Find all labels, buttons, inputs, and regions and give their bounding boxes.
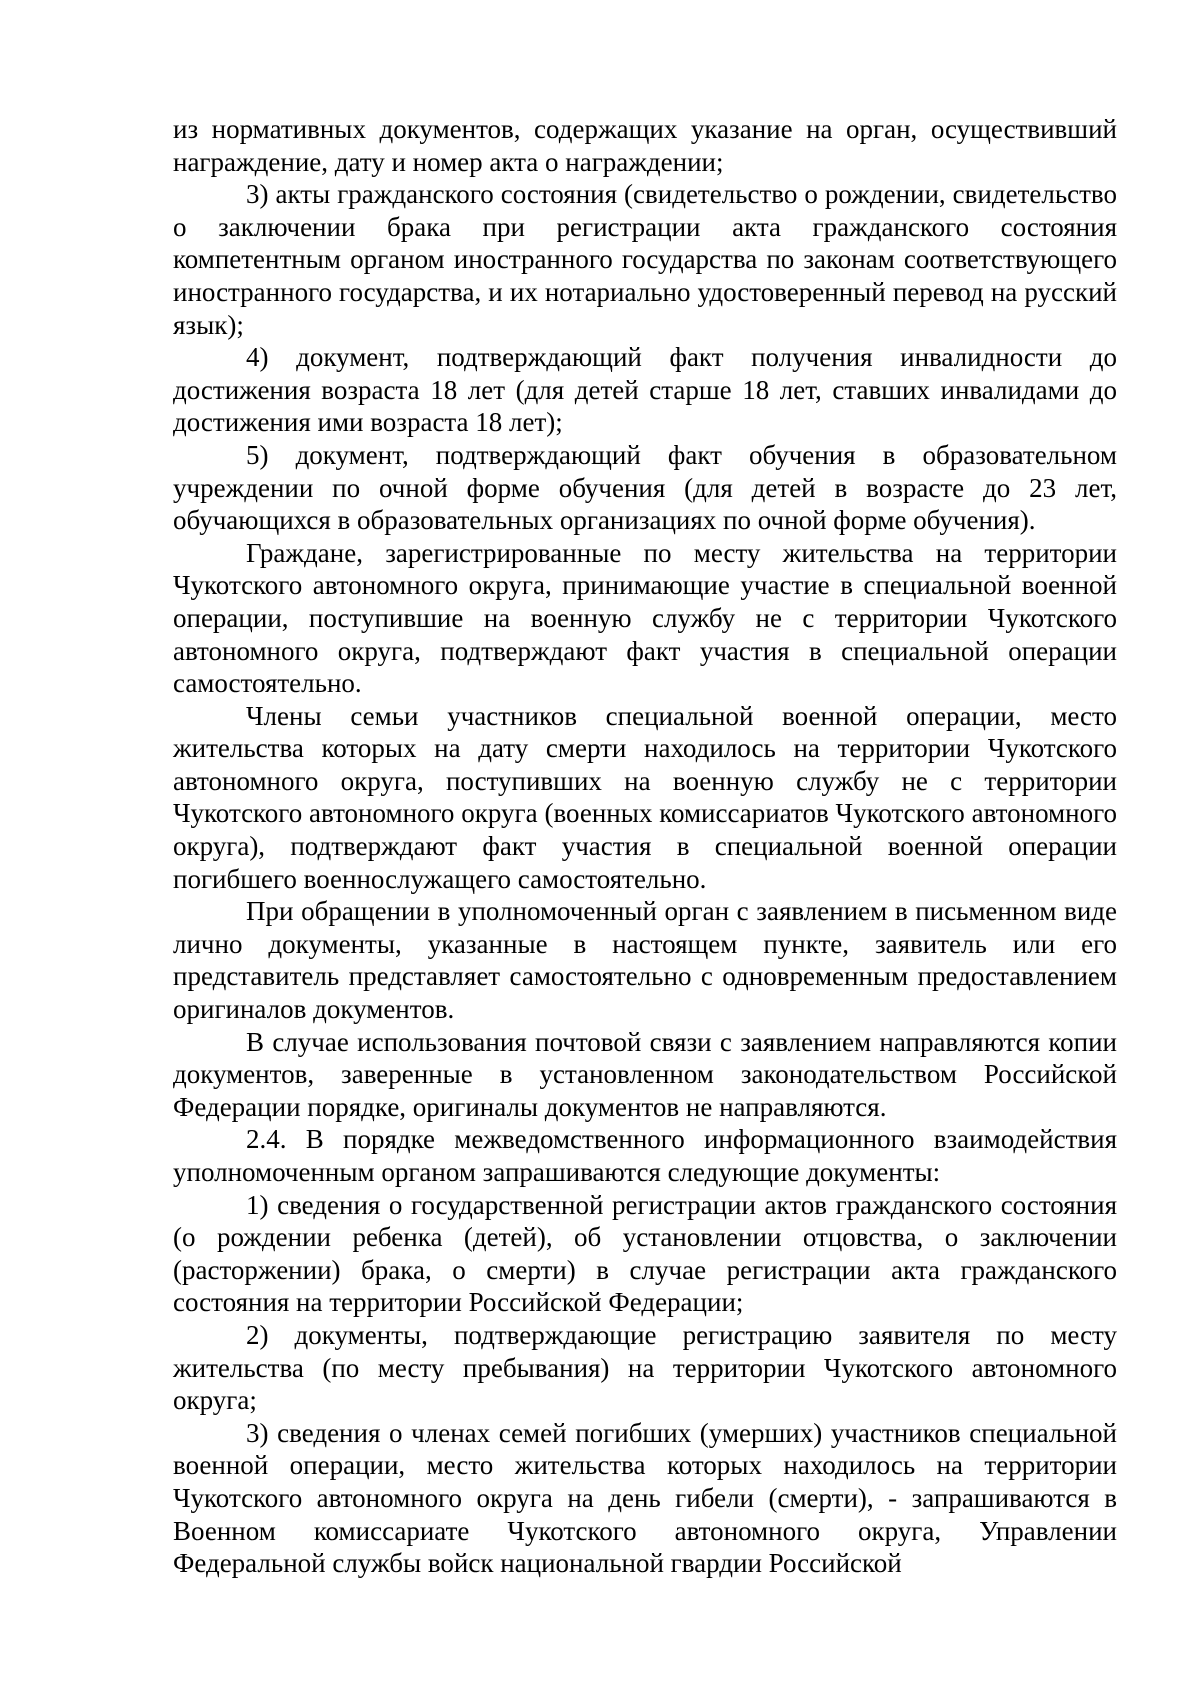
- paragraph-section-2-4: 2.4. В порядке межведомственного информационного взаимодействия уполномоченным органом запрашиваются следующие документы:: [173, 1124, 1117, 1187]
- paragraph-item-3-civil-status-acts: 3) акты гражданского состояния (свидетельство о рождении, свидетельство о заключении брака при регистрации акта гражданского состояния компетентным органом иностранного государства по законам соответствующего иностранного государства, и их нотариально удостоверенный перевод на русский язык);: [173, 179, 1117, 340]
- paragraph-written-application: При обращении в уполномоченный орган с заявлением в письменном виде лично документы, указанные в настоящем пункте, заявитель или его представитель представляет самостоятельно с одновременным предоставлением оригиналов документов.: [173, 896, 1117, 1025]
- paragraph-request-item-3: 3) сведения о членах семей погибших (умерших) участников специальной военной операции, место жительства которых находилось на территории Чукотского автономного округа на день гибели (смерти), - запрашиваются в Военном комиссариате Чукотского автономного округа, Управлении Федеральной службы войск национальной гвардии Российской: [173, 1417, 1117, 1579]
- paragraph-postal-submission: В случае использования почтовой связи с заявлением направляются копии документов, заверенные в установленном законодательством Российской Федерации порядке, оригиналы документов не направляются.: [173, 1026, 1117, 1122]
- paragraph-request-item-2: 2) документы, подтверждающие регистрацию заявителя по месту жительства (по месту пребывания) на территории Чукотского автономного округа;: [173, 1319, 1117, 1416]
- paragraph-item-5-education-document: 5) документ, подтверждающий факт обучения в образовательном учреждении по очной форме обучения (для детей в возрасте до 23 лет, обучающихся в образовательных организациях по очной форме обучения).: [173, 439, 1117, 536]
- paragraph-item-4-disability-document: 4) документ, подтверждающий факт получения инвалидности до достижения возраста 18 лет (для детей старше 18 лет, ставших инвалидами до достижения ими возраста 18 лет);: [173, 342, 1117, 438]
- paragraph-citizens-confirmation: Граждане, зарегистрированные по месту жительства на территории Чукотского автономного округа, принимающие участие в специальной военной операции, поступившие на военную службу не с территории Чукотского автономного округа, подтверждают факт участия в специальной операции самостоятельно.: [173, 537, 1117, 699]
- paragraph-continuation: из нормативных документов, содержащих указание на орган, осуществивший награждение, дату и номер акта о награждении;: [173, 114, 1117, 177]
- document-body: [173, 113, 1117, 1580]
- paragraph-family-members-confirmation: Члены семьи участников специальной военной операции, место жительства которых на дату смерти находилось на территории Чукотского автономного округа, поступивших на военную службу не с территории Чукотского автономного округа (военных комиссариатов Чукотского автономного округа), подтверждают факт участия в специальной военной операции погибшего военнослужащего самостоятельно.: [173, 700, 1117, 894]
- paragraph-request-item-1: 1) сведения о государственной регистрации актов гражданского состояния (о рождении ребенка (детей), об установлении отцовства, о заключении (расторжении) брака, о смерти) в случае регистрации акта гражданского состояния на территории Российской Федерации;: [173, 1189, 1117, 1318]
